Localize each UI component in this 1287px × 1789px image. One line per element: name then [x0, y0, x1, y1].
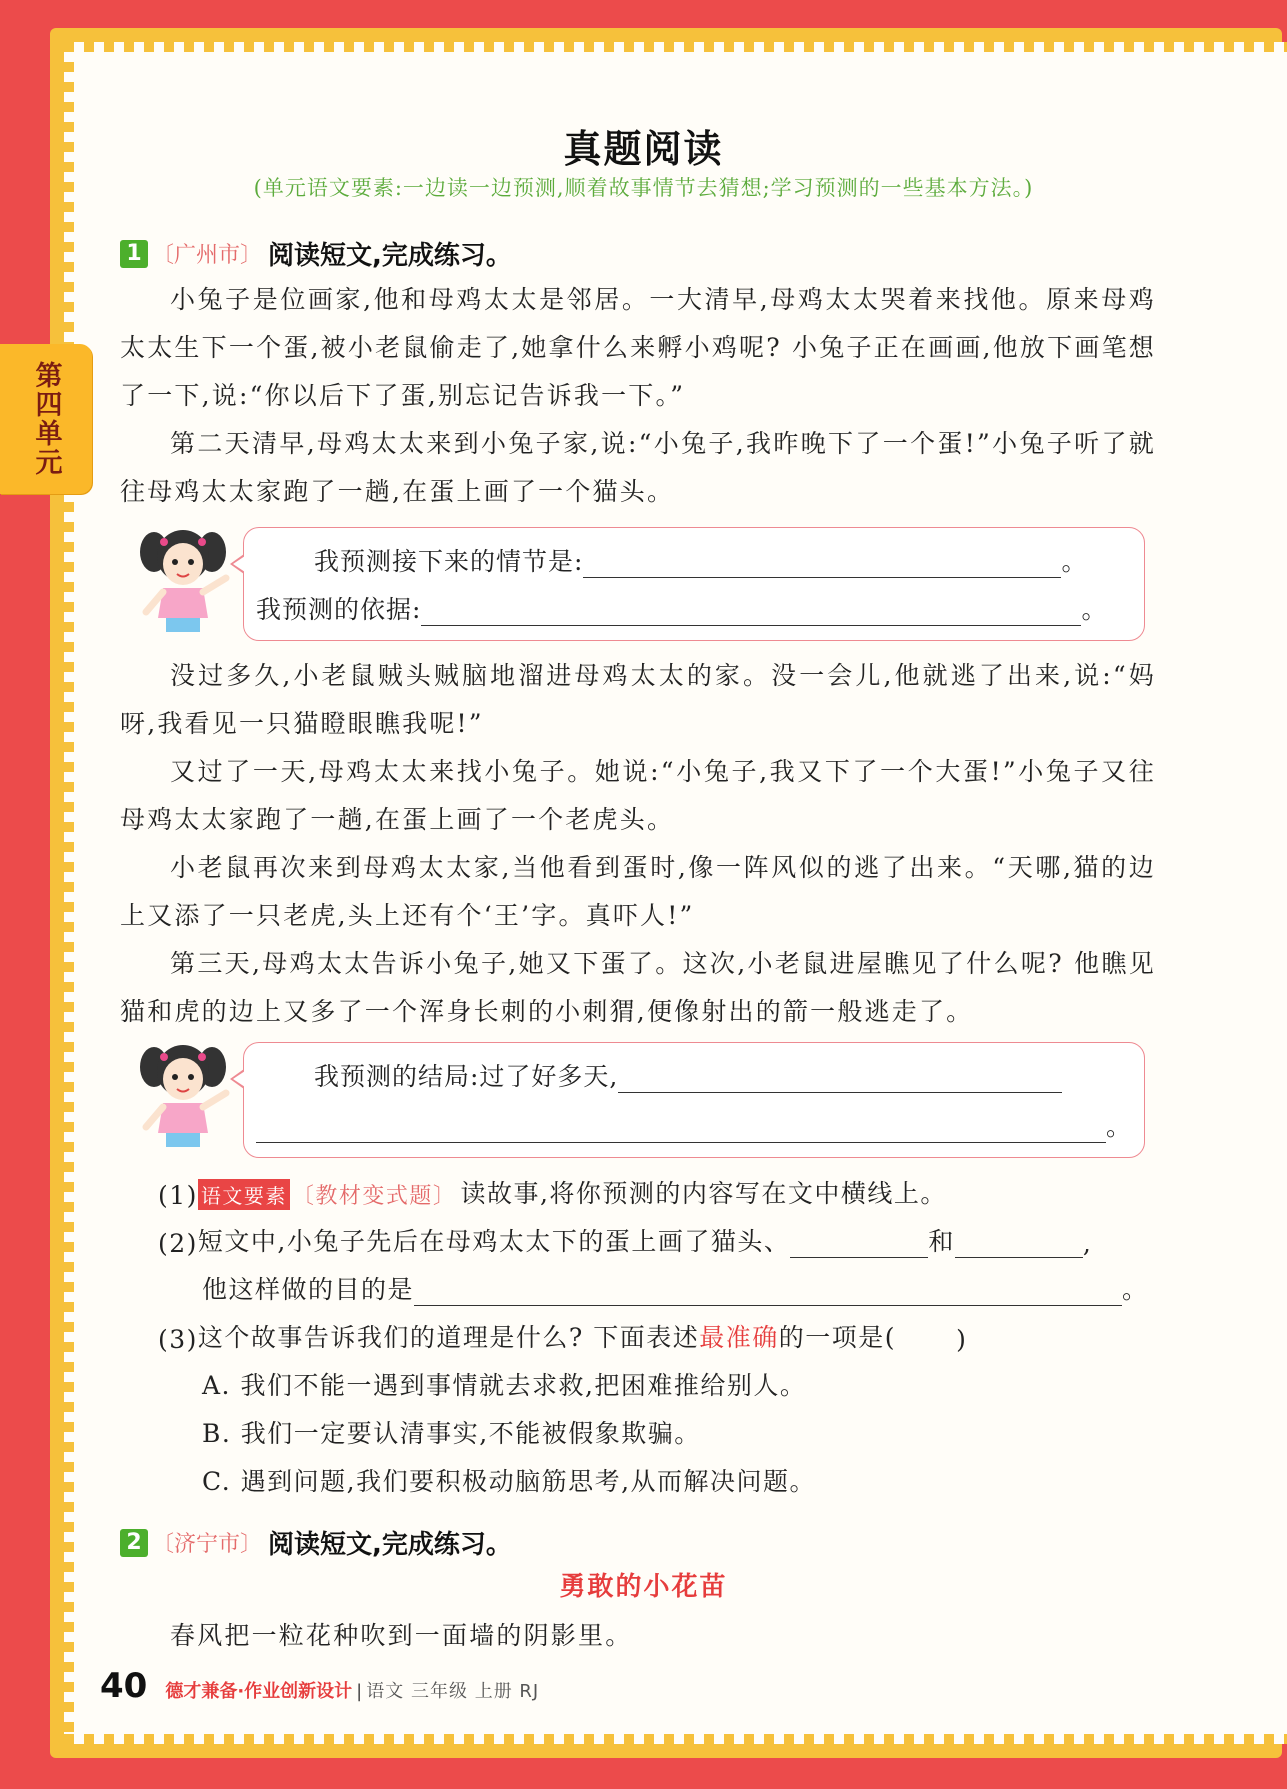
prediction-plot-blank[interactable] — [583, 549, 1061, 578]
prediction-basis-blank[interactable] — [421, 597, 1081, 626]
option-a-text: A. 我们不能一遇到事情就去求救,把困难推给别人。 — [202, 1371, 807, 1400]
sub-question-2-purpose-text: 他这样做的目的是 — [202, 1275, 415, 1304]
prediction-ending-blank-2[interactable] — [256, 1114, 1106, 1143]
prediction-plot-line — [314, 542, 1087, 578]
prediction-bubble-2 — [243, 1042, 1145, 1158]
page-footer — [100, 1666, 539, 1706]
footer-book-info: 语文 三年级 上册 RJ — [366, 1681, 540, 1702]
girl-illustration — [128, 1037, 238, 1155]
emphasis-most-accurate: 最准确 — [699, 1323, 779, 1352]
textbook-variant-tag: 〔教材变式题〕 — [291, 1184, 457, 1209]
story-paragraphs-a — [120, 276, 1156, 516]
period: 。 — [1081, 595, 1108, 624]
option-c[interactable] — [202, 1462, 816, 1498]
sub-question-3-number: (3) — [158, 1325, 198, 1354]
story-2-title: 勇敢的小花苗 — [559, 1572, 728, 1602]
sub-question-1 — [158, 1174, 947, 1210]
footer-separator: | — [356, 1681, 363, 1702]
prediction-basis-label: 我预测的依据: — [256, 595, 422, 624]
sub-question-2 — [158, 1222, 1092, 1258]
prediction-ending-line — [314, 1057, 1062, 1093]
girl-illustration — [128, 522, 238, 640]
prediction-ending-blank-1[interactable] — [618, 1064, 1062, 1093]
question-1-instruction: 阅读短文,完成练习。 — [268, 241, 512, 271]
period: 。 — [1106, 1112, 1133, 1141]
question-1-source: 〔广州市〕 — [152, 243, 263, 268]
story-paragraph: 没过多久,小老鼠贼头贼脑地溜进母鸡太太的家。没一会儿,他就逃了出来,说:“妈呀,我看见一只猫瞪眼瞧我呢!” — [120, 661, 1156, 738]
question-1-header — [120, 235, 512, 272]
prediction-ending-line-2 — [256, 1107, 1132, 1143]
comma: , — [1082, 1229, 1093, 1258]
option-c-text: C. 遇到问题,我们要积极动脑筋思考,从而解决问题。 — [202, 1467, 817, 1496]
page-number: 40 — [100, 1666, 148, 1706]
story-paragraph: 又过了一天,母鸡太太来找小兔子。她说:“小兔子,我又下了一个大蛋!”小兔子又往母鸡太太家跑了一趟,在蛋上画了一个老虎头。 — [120, 757, 1156, 834]
sub-question-2-number: (2) — [158, 1229, 198, 1258]
question-2-number: 2 — [120, 1529, 148, 1557]
question-2-header — [120, 1524, 512, 1561]
page-title: 真题阅读 — [563, 127, 724, 171]
answer-blank-second-drawing[interactable] — [955, 1229, 1083, 1258]
option-b-text: B. 我们一定要认清事实,不能被假象欺骗。 — [202, 1419, 701, 1448]
story-paragraph: 小老鼠再次来到母鸡太太家,当他看到蛋时,像一阵风似的逃了出来。“天哪,猫的边上又添了一只老虎,头上还有个‘王’字。真吓人!” — [120, 853, 1156, 930]
prediction-basis-line — [256, 590, 1107, 626]
unit-side-tab-label: 第四单元 — [30, 361, 62, 477]
sub-question-2-text: 短文中,小兔子先后在母鸡太太下的蛋上画了猫头、 — [197, 1227, 791, 1256]
answer-blank-first-drawing[interactable] — [790, 1229, 928, 1258]
answer-blank-purpose[interactable] — [414, 1277, 1122, 1306]
story-paragraph: 春风把一粒花种吹到一面墙的阴影里。 — [170, 1621, 633, 1650]
option-a[interactable] — [202, 1366, 806, 1402]
question-1-number: 1 — [120, 240, 148, 268]
story-paragraph: 第二天清早,母鸡太太来到小兔子家,说:“小兔子,我昨晚下了一个蛋!”小兔子听了就往母鸡太太家跑了一趟,在蛋上画了一个猫头。 — [120, 429, 1156, 506]
sub-question-3-text-b: 的一项是( — [778, 1323, 897, 1352]
prediction-plot-label: 我预测接下来的情节是: — [314, 547, 584, 576]
question-2-source: 〔济宁市〕 — [152, 1532, 263, 1557]
sub-question-2-line-2 — [202, 1270, 1149, 1306]
story-paragraph: 小兔子是位画家,他和母鸡太太是邻居。一大清早,母鸡太太哭着来找他。原来母鸡太太生下一个蛋,被小老鼠偷走了,她拿什么来孵小鸡呢? 小兔子正在画画,他放下画笔想了一下,说:“你以后下了蛋,别忘记告诉我一下。” — [120, 285, 1156, 410]
prediction-bubble-1 — [243, 527, 1145, 641]
prediction-ending-label: 我预测的结局:过了好多天, — [314, 1062, 619, 1091]
period: 。 — [1122, 1275, 1149, 1304]
question-2-instruction: 阅读短文,完成练习。 — [268, 1530, 512, 1560]
chinese-element-tag: 语文要素 — [198, 1179, 290, 1210]
sub-question-1-text: 读故事,将你预测的内容写在文中横线上。 — [460, 1179, 947, 1208]
option-b[interactable] — [202, 1414, 701, 1450]
page-subtitle: (单元语文要素:一边读一边预测,顺着故事情节去猜想;学习预测的一些基本方法。) — [253, 176, 1034, 200]
story-paragraph: 第三天,母鸡太太告诉小兔子,她又下蛋了。这次,小老鼠进屋瞧见了什么呢? 他瞧见猫和虎的边上又多了一个浑身长刺的小刺猬,便像射出的箭一般逃走了。 — [120, 949, 1156, 1026]
footer-brand: 德才兼备·作业创新设计 — [165, 1681, 353, 1702]
story-paragraphs-b — [120, 652, 1156, 1036]
sub-question-3-text: 这个故事告诉我们的道理是什么? 下面表述 — [197, 1323, 700, 1352]
sub-question-1-number: (1) — [158, 1181, 198, 1210]
conjunction-and: 和 — [928, 1227, 955, 1256]
story-2-paragraph — [120, 1612, 1156, 1660]
sub-question-3 — [158, 1318, 967, 1354]
close-paren: ) — [956, 1325, 968, 1354]
period: 。 — [1061, 547, 1088, 576]
